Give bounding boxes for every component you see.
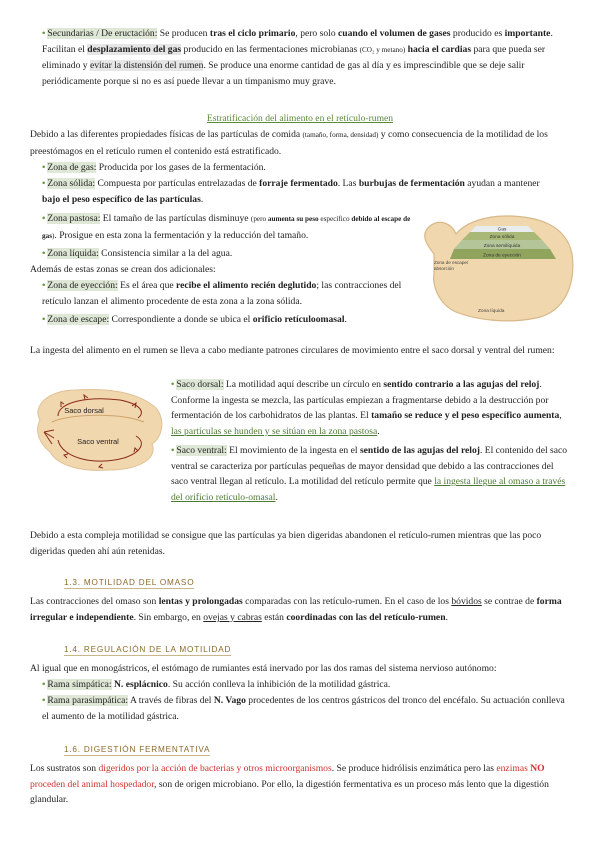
label-dorsal-sac: Saco dorsal bbox=[64, 406, 104, 415]
rumen-stratification-figure bbox=[416, 204, 576, 326]
omasum-motility-paragraph: Las contracciones del omaso son lentas y prolongadas comparadas con las retículo-rumen. En el caso de los bóvidos se contrae de forma irregular e independiente. Sin embargo, en ovejas y cabras están coordinadas con las del retículo-rumen. bbox=[30, 596, 562, 623]
zone-gas: • Zona de gas: Producida por los gases de la fermentación. bbox=[42, 160, 552, 176]
conclusion-paragraph: Debido a esta compleja motilidad se consigue que las partículas ya bien digeridas abandonen el retículo-rumen mientras que las poco digeridas queden ahí aún retenidas. bbox=[30, 530, 542, 557]
zone-ejection: • Zona de eyección: Es el área que recibe el alimento recién deglutido; las contracciones del retículo lanzan el alimento procedente de esta zona a la zona sólida. bbox=[42, 278, 407, 309]
stratification-intro: Debido a las diferentes propiedades físicas de las partículas de comida (tamaño, forma, densidad) y como consecuencia de la motilidad de los preestómagos en el retículo rumen el contenido está estratificado. bbox=[30, 129, 548, 157]
fermentative-digestion-paragraph: Los sustratos son digeridos por la acción de bacterias y otros microorganismos. Se produce hidrólisis enzimática pero las enzimas NO proceden del animal hospedador, son de origen microbiano. Por ello, la digestión fermentativa es un proceso más lento que la digestión glandular. bbox=[30, 763, 549, 806]
layer-label-solid: Zona sólida bbox=[489, 235, 515, 240]
parasympathetic-branch: • Rama parasimpática: A través de fibras del N. Vago procedentes de los centros gástricos del tronco del encéfalo. Su actuación conlleva el aumento de la motilidad gástrica. bbox=[42, 693, 572, 724]
sympathetic-branch: • Rama simpática: N. esplácnico. Su acción conlleva la inhibición de la motilidad gástrica. bbox=[42, 677, 572, 693]
layer-label-ejection: Zona de eyección bbox=[483, 253, 521, 259]
section-1-6-heading: 1.6. DIGESTIÓN FERMENTATIVA bbox=[64, 745, 211, 754]
eructation-paragraph: • Secundarias / De eructación: Se producen tras el ciclo primario, pero solo cuando el volumen de gases producido es importante. Facilitan el desplazamiento del gas producido en las fermentaciones microbianas (CO₂ y metano) hacia el cardias para que pueda ser eliminado y evitar la distensión del rumen. Se produce una enorme cantidad de gas al día y es imprescindible que se deje salir periódicamente porque si no es así puede llevar a un timpanismo muy grave. bbox=[42, 26, 562, 89]
label-liquid-zone: Zona líquida bbox=[478, 309, 505, 314]
zone-solid: • Zona sólida: Compuesta por partículas entrelazadas de forraje fermentado. Las burbujas de fermentación ayudan a mantener bajo el peso específico de las partículas. bbox=[42, 176, 547, 207]
regulation-intro: Al igual que en monogástricos, el estómago de rumiantes está inervado por las dos ramas del sistema nervioso autónomo: bbox=[30, 663, 497, 674]
label-ventral-sac: Saco ventral bbox=[77, 437, 119, 446]
zone-liquid: • Zona líquida: Consistencia similar a la del agua. bbox=[42, 246, 402, 262]
eructation-label: Secundarias / De eructación: bbox=[47, 28, 158, 39]
layer-label-gas: Gas bbox=[497, 227, 507, 233]
dorsal-sac-paragraph: • Saco dorsal: La motilidad aquí describe un círculo en sentido contrario a las agujas del reloj. Conforme la ingesta se mezcla, las partículas empiezan a fragmentarse debido a la destrucción por fermentación de los carbohidratos de las plantas. El tamaño se reduce y el peso específico aumenta, las partículas se hunden y se sitúan en la zona pastosa. bbox=[171, 377, 571, 439]
section-1-4-heading: 1.4. REGULACIÓN DE LA MOTILIDAD bbox=[64, 645, 232, 654]
section-1-3-heading: 1.3. MOTILIDAD DEL OMASO bbox=[64, 578, 195, 587]
additional-zones-intro: Además de estas zonas se crean dos adicionales: bbox=[30, 264, 216, 275]
ventral-sac-paragraph: • Saco ventral: El movimiento de la ingesta en el sentido de las agujas del reloj. El contenido del saco ventral se caracteriza por partículas pequeñas de mayor densidad que debido a las contracciones del saco ventral llegan al retículo. La motilidad del retículo permite que la ingesta llegue al omaso a través del orificio retículo-omasal. bbox=[171, 443, 571, 505]
zone-pasty: • Zona pastosa: El tamaño de las partículas disminuye (pero aumenta su peso específico debido al escape de gas). Prosigue en esta zona la fermentación y la reducción del tamaño. bbox=[42, 211, 412, 244]
zone-escape: • Zona de escape: Correspondiente a donde se ubica el orificio retículoomasal. bbox=[42, 312, 407, 328]
ingesta-paragraph: La ingesta del alimento en el rumen se lleva a cabo mediante patrones circulares de movimiento entre el saco dorsal y ventral del rumen: bbox=[30, 345, 555, 356]
layer-label-semiliquid: Zona semilíquida bbox=[483, 244, 521, 249]
label-escape-zone: Zona de escape/ absorción bbox=[434, 260, 469, 271]
stratification-title: Estratificación del alimento en el retículo-rumen bbox=[206, 113, 394, 124]
rumen-sacs-figure bbox=[28, 382, 166, 476]
sacs-outline bbox=[38, 390, 162, 471]
